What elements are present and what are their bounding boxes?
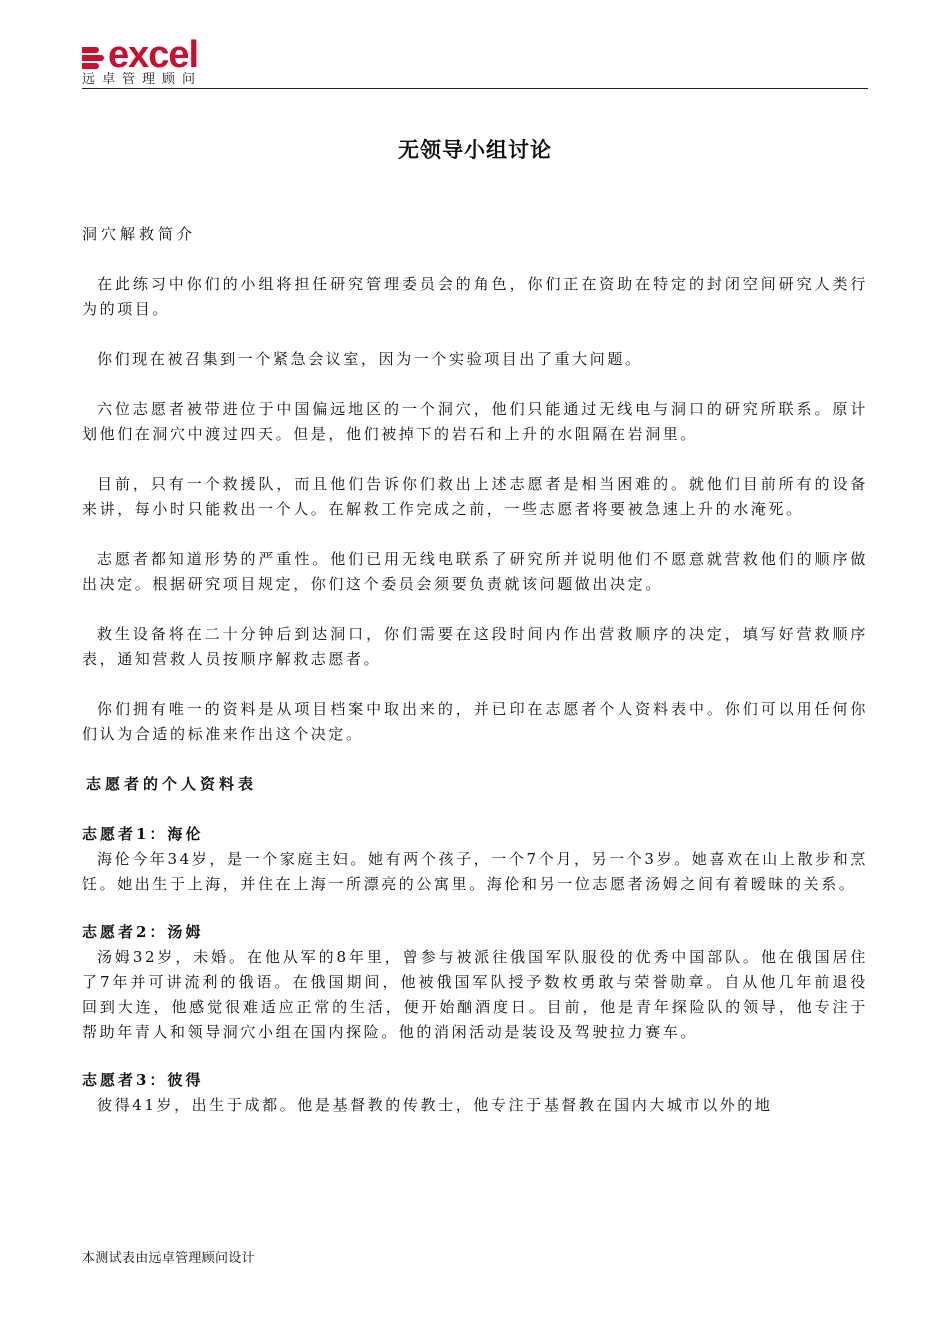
logo-wordmark: excel [108, 34, 199, 76]
page-header [82, 34, 868, 90]
section-heading: 志愿者的个人资料表 [86, 775, 258, 793]
volunteer-profile: 海伦今年34岁，是一个家庭主妇。她有两个孩子，一个7个月，另一个3岁。她喜欢在山上散步和烹饪。她出生于上海，并住在上海一所漂亮的公寓里。海伦和另一位志愿者汤姆之间有着暧昧的关系。 [82, 850, 868, 893]
paragraph: 志愿者都知道形势的严重性。他们已用无线电联系了研究所并说明他们不愿意就营救他们的顺序做出决定。根据研究项目规定，你们这个委员会须要负责就该问题做出决定。 [82, 550, 868, 593]
logo-subtitle: 远卓管理顾问 [82, 72, 203, 87]
company-logo [82, 34, 199, 76]
volunteer-profile: 汤姆32岁，未婚。在他从军的8年里，曾参与被派往俄国军队服役的优秀中国部队。他在俄国居住了7年并可讲流利的俄语。在俄国期间，他被俄国军队授予数枚勇敢与荣誉勋章。自从他几年前退役回到大连，他感觉很难适应正常的生活，便开始酗酒度日。目前，他是青年探险队的领导，他专注于帮助年青人和领导洞穴小组在国内探险。他的消闲活动是装设及驾驶拉力赛车。 [82, 948, 868, 1041]
volunteer-heading: 志愿者2：汤姆 [82, 923, 204, 941]
paragraph: 在此练习中你们的小组将担任研究管理委员会的角色，你们正在资助在特定的封闭空间研究人类行为的项目。 [82, 275, 868, 318]
document-body [82, 222, 868, 1141]
paragraph: 救生设备将在二十分钟后到达洞口，你们需要在这段时间内作出营救顺序的决定，填写好营救顺序表，通知营救人员按顺序解救志愿者。 [82, 625, 868, 668]
header-divider [82, 88, 868, 89]
paragraph: 你们现在被召集到一个紧急会议室，因为一个实验项目出了重大问题。 [97, 350, 643, 368]
paragraph: 目前，只有一个救援队，而且他们告诉你们救出上述志愿者是相当困难的。就他们目前所有的设备来讲，每小时只能救出一个人。在解救工作完成之前，一些志愿者将要被急速上升的水淹死。 [82, 475, 868, 518]
logo-mark-icon [82, 44, 106, 72]
volunteer-profile: 彼得41岁，出生于成都。他是基督教的传教士，他专注于基督教在国内大城市以外的地 [97, 1096, 773, 1114]
volunteer-heading: 志愿者3：彼得 [82, 1071, 204, 1089]
volunteer-heading: 志愿者1：海伦 [82, 825, 204, 843]
paragraph: 六位志愿者被带进位于中国偏远地区的一个洞穴，他们只能通过无线电与洞口的研究所联系。原计划他们在洞穴中渡过四天。但是，他们被掉下的岩石和上升的水阻隔在岩洞里。 [82, 400, 868, 443]
intro-heading: 洞穴解救简介 [82, 225, 197, 243]
page-footer: 本测试表由远卓管理顾问设计 [82, 1251, 255, 1266]
document-title: 无领导小组讨论 [398, 137, 552, 162]
paragraph: 你们拥有唯一的资料是从项目档案中取出来的，并已印在志愿者个人资料表中。你们可以用任何你们认为合适的标准来作出这个决定。 [82, 700, 868, 743]
